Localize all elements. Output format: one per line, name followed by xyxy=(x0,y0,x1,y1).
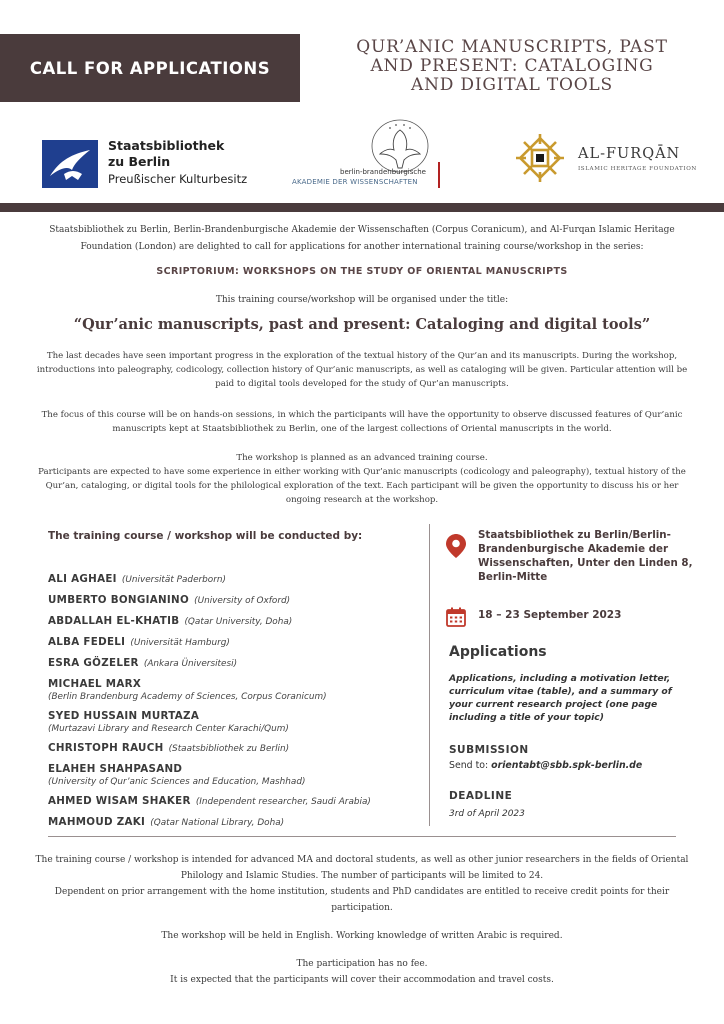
instructor-name: ELAHEH SHAHPASAND xyxy=(48,763,183,775)
title-line: AND DIGITAL TOOLS xyxy=(411,75,613,95)
footer-costs-line: It is expected that the participants will cover their accommodation and travel costs. xyxy=(170,975,554,985)
send-to-label: Send to: xyxy=(449,760,489,771)
location-pin-icon xyxy=(446,534,466,558)
workshop-title: “Qur’anic manuscripts, past and present: Cataloging and digital tools” xyxy=(73,316,651,333)
instructors-list xyxy=(48,570,418,834)
body-paragraph-3 xyxy=(30,451,694,507)
instructor-item xyxy=(48,707,418,735)
instructor-item xyxy=(48,739,418,756)
al-furqan-logo xyxy=(512,126,697,196)
title-line: QUR’ANIC MANUSCRIPTS, PAST xyxy=(356,37,668,57)
instructor-name: MICHAEL MARX xyxy=(48,678,142,690)
instructor-item xyxy=(48,591,418,608)
instructors-heading: The training course / workshop will be conducted by: xyxy=(48,530,363,542)
intro-paragraph: Staatsbibliothek zu Berlin, Berlin-Brandenburgische Akademie der Wissenschaften (Corpus Coranicum), and Al-Furqan Islamic Heritage Foundation (London) are delighted to call for applications for another international training course/workshop in the series: xyxy=(49,225,675,252)
instructor-item xyxy=(48,792,418,809)
body-paragraph-2: The focus of this course will be on hands-on sessions, in which the participants will have the opportunity to observe discussed features of Qur’anic manuscripts kept at Staatsbibliothek zu Berlin, one of the largest collections of Oriental manuscripts in the world. xyxy=(41,410,683,434)
instructor-name: MAHMOUD ZAKI xyxy=(48,816,146,828)
footer-divider xyxy=(48,836,676,837)
header-divider xyxy=(0,203,724,212)
instructor-affiliation: (Ankara Üniversitesi) xyxy=(143,659,238,669)
instructor-name: CHRISTOPH RAUCH xyxy=(48,742,164,754)
venue-address: Staatsbibliothek zu Berlin/Berlin-Brandenburgische Akademie der Wissenschaften, Unter den Linden 8, Berlin-Mitte xyxy=(478,529,693,583)
furqan-name: AL-FURQĀN xyxy=(578,146,681,162)
body-paragraph-3a: The workshop is planned as an advanced training course. xyxy=(236,453,488,463)
sbb-name-line2: zu Berlin xyxy=(108,154,171,169)
footer-eligibility xyxy=(30,852,694,916)
instructor-name: ESRA GÖZELER xyxy=(48,657,139,669)
call-for-applications-banner xyxy=(0,34,300,102)
applications-text: Applications, including a motivation letter, curriculum vitae (table), and a summary of your current research project (one page including a title of your topic) xyxy=(449,673,672,723)
partner-logos xyxy=(0,108,724,200)
furqan-emblem-icon xyxy=(512,130,568,186)
column-divider xyxy=(429,524,430,826)
deadline-heading: DEADLINE xyxy=(449,790,513,802)
instructor-name: ALBA FEDELI xyxy=(48,636,126,648)
bbaw-logo xyxy=(290,116,440,196)
series-title: SCRIPTORIUM: WORKSHOPS ON THE STUDY OF ORIENTAL MANUSCRIPTS xyxy=(156,266,568,277)
instructor-affiliation: (Universität Paderborn) xyxy=(121,575,226,585)
instructor-name: UMBERTO BONGIANINO xyxy=(48,594,190,606)
instructor-affiliation: (University of Qur’anic Sciences and Education, Mashhad) xyxy=(48,777,306,787)
bbaw-name-line2: AKADEMIE DER WISSENSCHAFTEN xyxy=(292,178,418,186)
instructor-name: ABDALLAH EL-KHATIB xyxy=(48,615,180,627)
call-label: CALL FOR APPLICATIONS xyxy=(29,58,271,78)
instructor-item xyxy=(48,760,418,788)
calendar-icon xyxy=(446,607,466,627)
submission-heading: SUBMISSION xyxy=(449,744,529,756)
footer-credit-line: Dependent on prior arrangement with the home institution, students and PhD candidates are entitled to receive credit points for their participation. xyxy=(54,887,670,913)
organised-line: This training course/workshop will be organised under the title: xyxy=(215,295,509,305)
body-paragraph-3b: Participants are expected to have some experience in either working with Qur’anic manuscripts (codicology and paleography), textual history of the Qur’an, cataloging, or digital tools for the philological exploration of the text. Each participant will be given the opportunity to discuss his or her ongoing research at the workshop. xyxy=(38,467,686,505)
instructor-item xyxy=(48,612,418,629)
instructor-affiliation: (Berlin Brandenburg Academy of Sciences, Corpus Coranicum) xyxy=(48,692,327,702)
instructor-affiliation: (Qatar National Library, Doha) xyxy=(150,818,285,828)
footer-fees xyxy=(30,956,694,988)
instructor-affiliation: (Independent researcher, Saudi Arabia) xyxy=(195,797,371,807)
instructor-affiliation: (Staatsbibliothek zu Berlin) xyxy=(168,744,290,754)
sbb-name-line1: Staatsbibliothek xyxy=(108,138,225,153)
instructor-affiliation: (Universität Hamburg) xyxy=(130,638,230,648)
footer-fee-line: The participation has no fee. xyxy=(296,959,428,969)
bbaw-red-bar xyxy=(438,162,440,188)
workshop-dates: 18 – 23 September 2023 xyxy=(478,609,622,621)
bbaw-name-line1: berlin-brandenburgische xyxy=(340,168,426,176)
instructors-section xyxy=(48,530,418,828)
submission-email-link[interactable]: orientabt@sbb.spk-berlin.de xyxy=(491,760,643,771)
submission-line xyxy=(449,760,642,771)
instructor-name: AHMED WISAM SHAKER xyxy=(48,795,191,807)
instructor-item xyxy=(48,675,418,703)
footer-language: The workshop will be held in English. Working knowledge of written Arabic is required. xyxy=(161,931,563,941)
body-paragraph-1: The last decades have seen important progress in the exploration of the textual history of the Qur’an and its manuscripts. During the workshop, introductions into paleography, codicology, collection history of Qur’anic manuscripts, as well as cataloging will be given. Particular attention will be paid to digital tools developed for the study of Qur’an manuscripts. xyxy=(36,351,688,389)
sbb-name-line3: Preußischer Kulturbesitz xyxy=(108,172,248,186)
instructor-item xyxy=(48,813,418,830)
instructor-item xyxy=(48,633,418,650)
applications-heading: Applications xyxy=(449,644,547,660)
instructor-affiliation: (Murtazavi Library and Research Center Karachi/Qum) xyxy=(48,724,289,734)
sbb-eagle-icon xyxy=(42,140,98,188)
deadline-date: 3rd of April 2023 xyxy=(449,809,525,819)
furqan-subtitle: ISLAMIC HERITAGE FOUNDATION xyxy=(578,166,697,172)
title-line: AND PRESENT: CATALOGING xyxy=(370,56,654,76)
instructor-name: ALI AGHAEI xyxy=(48,573,117,585)
page-title xyxy=(318,38,706,95)
instructor-name: SYED HUSSAIN MURTAZA xyxy=(48,710,200,722)
footer-eligibility-line: The training course / workshop is intended for advanced MA and doctoral students, as well as other junior researchers in the fields of Oriental Philology and Islamic Studies. The number of participants will be limited to 24. xyxy=(35,855,689,881)
instructor-affiliation: (University of Oxford) xyxy=(194,596,291,606)
instructor-affiliation: (Qatar University, Doha) xyxy=(184,617,293,627)
instructor-item xyxy=(48,570,418,587)
instructor-item xyxy=(48,654,418,671)
